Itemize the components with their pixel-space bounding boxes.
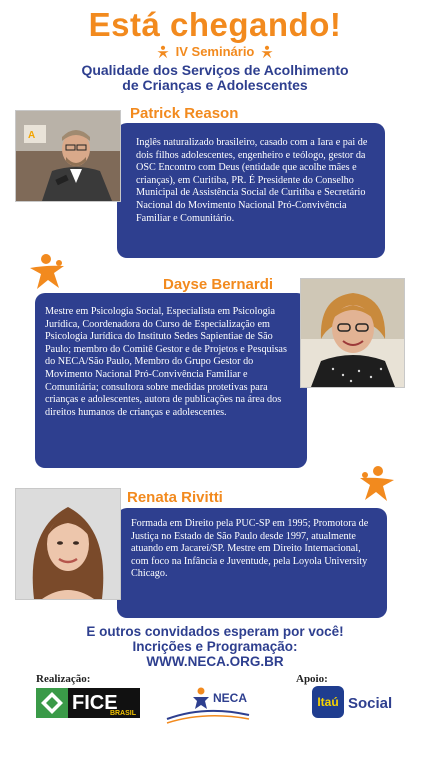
itau-social-text: Social [348,695,393,712]
fice-logo [36,688,140,718]
speaker-bio: Formada em Direito pela PUC-SP em 1995; Promotora de Justiça no Estado de São Paulo desde 1997, atualmente atuando em Jacareí/SP. Mestre em Direito Internacional, com foco na Infância e Juventude, pela Loyola University Chicago. [131,518,369,580]
footer-text [0,624,430,669]
speaker-photo-renata [15,488,121,600]
speaker-photo-dayse [300,278,405,388]
itau-logo [312,686,344,718]
speaker-photo-patrick [15,110,121,202]
realizacao-label: Realização: [36,673,91,685]
itau-logo-text: Itaú [317,695,339,709]
speaker-name: Patrick Reason [130,105,239,122]
people-figure-icon [156,45,170,59]
footer-line-1: E outros convidados esperam por você! [86,624,344,639]
seminar-label: IV Seminário [175,44,255,59]
speaker-bio: Mestre em Psicologia Social, Especialista em Psicologia Jurídica, Coordenadora do Curso de Especialização em Psicologia Jurídica do Instituto Sedes Sapientiae de São Paulo; membro do Comitê Gestor e de Projetos e Pesquisas do NECA/São Paulo, Membro do Grupo Gestor do Movimento Nacional Pró-Convivência Familiar e Comunitária; consultora sobre medidas protetivas para crianças e adolescentes, autora de publicações na área dos direitos humanos de crianças e adolescentes. [45,306,287,418]
fice-emblem-icon [39,690,65,716]
svg-text:A: A [28,130,36,141]
speaker-bio: Inglês naturalizado brasileiro, casado com a Iara e pai de dois filhos adolescentes, engenheiro e teólogo, gestor da OSC Encontro com Deus (entidade que acolhe mães e crianças), em Curitiba, PR. É Presidente do Conselho Municipal de Assistência Social de Curitiba e Secretário Nacional do Movimento Nacional Pró-Convivência Familiar e Comunitário. [136,137,368,224]
neca-logo-text: NECA [213,691,248,705]
fice-logo-text: FICE [72,691,118,714]
subtitle-line-2: de Crianças e Adolescentes [122,77,308,93]
people-figure-icon [260,45,274,59]
speaker-card-renata [117,508,387,618]
apoio-label: Apoio: [296,673,328,685]
page-title: Está chegando! [88,6,342,43]
footer-url[interactable]: WWW.NECA.ORG.BR [146,654,284,669]
seminar-line [0,44,430,59]
people-figure-icon [356,464,396,509]
speaker-card-patrick [117,123,385,258]
people-figure-icon [28,252,68,297]
speaker-card-dayse [35,293,307,468]
speaker-name: Renata Rivitti [127,489,223,506]
speaker-name: Dayse Bernardi [163,276,274,293]
neca-logo [165,685,265,725]
subtitle-line-1: Qualidade dos Serviços de Acolhimento [81,62,349,78]
event-subtitle [0,63,430,93]
footer-line-2: Incrições e Programação: [132,639,298,654]
fice-logo-sub: BRASIL [109,710,136,717]
